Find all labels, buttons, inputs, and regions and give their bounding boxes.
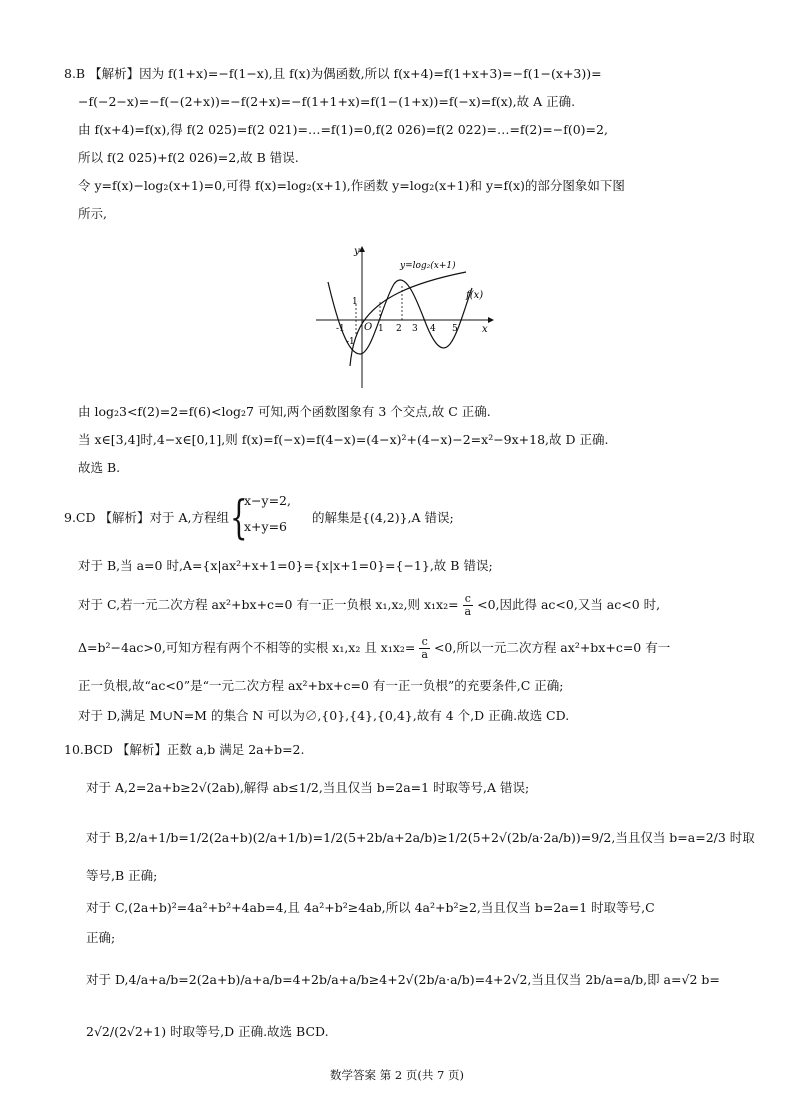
q8-line-2: −f(−2−x)=−f(−(2+x))=−f(2+x)=−f(1+1+x)=f(1−(1+x))=f(−x)=f(x),故 A 正确. (78, 94, 576, 109)
brace: { (230, 490, 248, 544)
fraction-denominator: a (464, 605, 472, 618)
q8-line-3: 由 f(x+4)=f(x),得 f(2 025)=f(2 021)=…=f(1)=0,f(2 026)=f(2 022)=…=f(2)=−f(0)=2, (78, 122, 608, 137)
tick-x-four: 4 (430, 324, 436, 334)
page-footer: 数学答案 第 2 页(共 7 页) (330, 1068, 464, 1082)
tick-y-one: 1 (352, 297, 358, 307)
function-graph (316, 244, 496, 392)
equation-system (230, 490, 320, 544)
q9-intro: 9.CD 【解析】对于 A,方程组 (64, 510, 229, 525)
q8-line-8: 当 x∈[3,4]时,4−x∈[0,1],则 f(x)=f(−x)=f(4−x)=(4−x)²+(4−x)−2=x²−9x+18,故 D 正确. (78, 432, 609, 447)
q10-line-4: 等号,B 正确; (86, 868, 158, 883)
origin-label: O (364, 322, 373, 333)
q10-line-2: 对于 A,2=2a+b≥2√(2ab),解得 ab≤1/2,当且仅当 b=2a=1 时取等号,A 错误; (86, 780, 530, 795)
q10-line-7: 对于 D,4/a+a/b=2(2a+b)/a+a/b=4+2b/a+a/b≥4+2√(2b/a·a/b)=4+2√2,当且仅当 2b/a=a/b,即 a=√2 b= (86, 972, 720, 987)
q8-line-7: 由 log₂3<f(2)=2=f(6)<log₂7 可知,两个函数图象有 3 个交点,故 C 正确. (78, 404, 491, 419)
x-axis-label: x (482, 324, 488, 335)
fx-curve-label: f(x) (466, 290, 484, 301)
fraction-numerator: c (463, 593, 474, 606)
fraction-denominator: a (421, 648, 428, 661)
q9-line-3-start: 对于 C,若一元二次方程 ax²+bx+c=0 有一正一负根 x₁,x₂,则 x₁x₂= (78, 597, 459, 612)
fraction-c-over-a (463, 593, 474, 618)
q9-line-3 (78, 593, 754, 618)
q9-line-3-end: <0,因此得 ac<0,又当 ac<0 时, (477, 597, 661, 612)
fraction-c-over-a-2 (419, 636, 430, 661)
q8-line-5: 令 y=f(x)−log₂(x+1)=0,可得 f(x)=log₂(x+1),作函数 y=log₂(x+1)和 y=f(x)的部分图象如下图 (78, 178, 625, 193)
tick-x-one: 1 (378, 324, 384, 334)
q8-line-6: 所示, (78, 206, 107, 221)
y-axis-label: y (354, 246, 360, 257)
tick-x-five: 5 (452, 324, 458, 334)
tick-x-three: 3 (412, 324, 418, 334)
fraction-numerator: c (419, 636, 430, 649)
equation-1: x−y=2, (244, 493, 291, 508)
q10-line-8: 2√2/(2√2+1) 时取等号,D 正确.故选 BCD. (86, 1024, 329, 1039)
q8-line-9: 故选 B. (78, 460, 121, 475)
q10-line-5: 对于 C,(2a+b)²=4a²+b²+4ab=4,且 4a²+b²≥4ab,所以 4a²+b²≥2,当且仅当 b=2a=1 时取等号,C (86, 900, 655, 915)
q9-intro-tail: 的解集是{(4,2)},A 错误; (312, 510, 454, 525)
q9-line-2: 对于 B,当 a=0 时,A={x|ax²+x+1=0}={x|x+1=0}={−1},故 B 错误; (78, 558, 493, 573)
q10-line-6: 正确; (86, 930, 116, 945)
tick-x-two: 2 (396, 324, 402, 334)
q8-line-1: 8.B 【解析】因为 f(1+x)=−f(1−x),且 f(x)为偶函数,所以 f(x+4)=f(1+x+3)=−f(1−(x+3))= (64, 66, 602, 81)
x-axis-arrow (488, 317, 494, 323)
q9-line-4 (78, 636, 754, 661)
q9-line-4-start: Δ=b²−4ac>0,可知方程有两个不相等的实根 x₁,x₂ 且 x₁x₂= (78, 640, 416, 655)
q10-line-3: 对于 B,2/a+1/b=1/2(2a+b)(2/a+1/b)=1/2(5+2b/a+2a/b)≥1/2(5+2√(2b/a·2a/b))=9/2,当且仅当 b=a=2/3 时取 (86, 830, 755, 845)
tick-y-minus-one: -1 (346, 337, 355, 347)
tick-x-minus-one: -1 (336, 324, 345, 334)
q9-line-5: 正一负根,故“ac<0”是“一元二次方程 ax²+bx+c=0 有一正一负根”的充要条件,C 正确; (78, 678, 564, 693)
q9-line-6: 对于 D,满足 M∪N=M 的集合 N 可以为∅,{0},{4},{0,4},故有 4 个,D 正确.故选 CD. (78, 708, 570, 723)
equation-2: x+y=6 (244, 519, 288, 534)
log-curve-label: y=log₂(x+1) (400, 261, 456, 271)
q9-line-4-end: <0,所以一元二次方程 ax²+bx+c=0 有一 (433, 640, 671, 655)
q8-line-4: 所以 f(2 025)+f(2 026)=2,故 B 错误. (78, 150, 299, 165)
y-axis-arrow (359, 246, 365, 252)
q10-line-1: 10.BCD 【解析】正数 a,b 满足 2a+b=2. (64, 742, 305, 757)
